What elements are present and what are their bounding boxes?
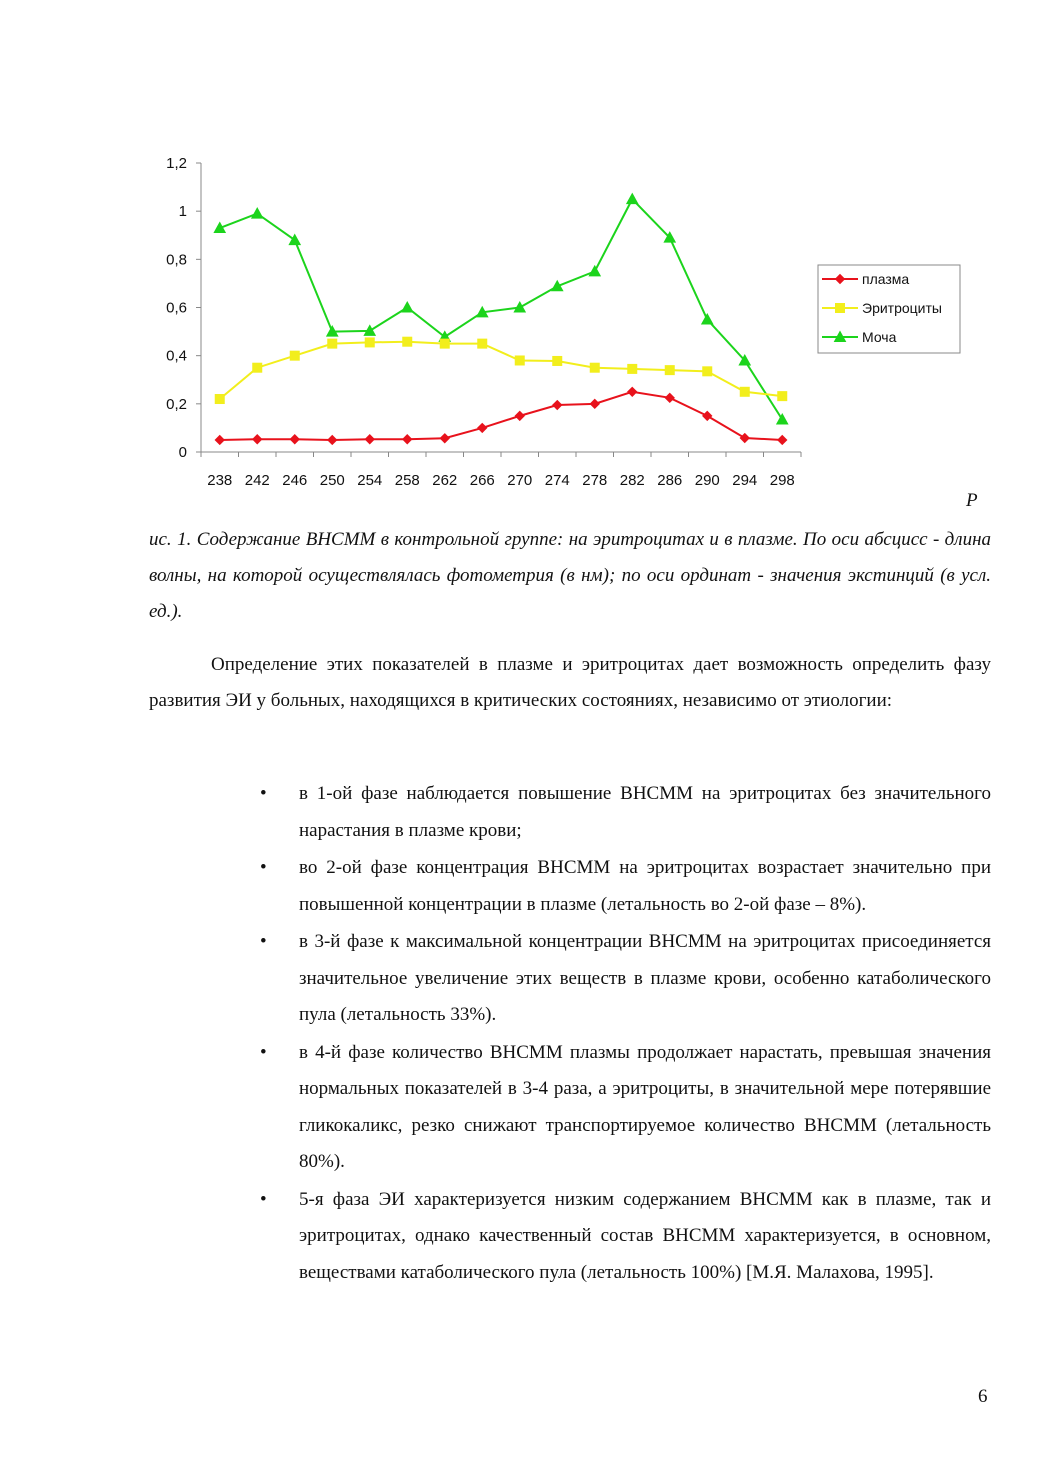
data-point (478, 339, 487, 348)
data-point (778, 435, 787, 444)
chart-series (214, 194, 788, 445)
data-point (703, 367, 712, 376)
data-point (365, 435, 374, 444)
bullet-icon: • (260, 1041, 267, 1063)
page-number: 6 (978, 1386, 988, 1407)
data-point (553, 401, 562, 410)
list-item-text: во 2-ой фазе концентрация ВНСММ на эритроцитах возрастает значительно при повышенной концентрации в плазме (летальность во 2-ой фазе – 8%). (299, 857, 991, 915)
data-point (590, 399, 599, 408)
list-item-text: в 4-й фазе количество ВНСММ плазмы продолжает нарастать, превышая значения нормальных показателей в 3-4 раза, а эритроциты, в значительной мере потерявшие гликокаликс, резко снижают транспортируемое количество ВНСММ (летальность 80%). (299, 1041, 991, 1172)
x-tick-label: 282 (619, 472, 645, 489)
list-item (260, 776, 991, 849)
x-tick-label: 266 (469, 472, 495, 489)
data-point (665, 393, 674, 402)
list-item-text: в 1-ой фазе наблюдается повышение ВНСММ на эритроцитах без значительного нарастания в плазме крови; (299, 783, 991, 841)
extinction-line-chart (150, 150, 970, 495)
legend-marker (836, 304, 845, 313)
list-item (260, 850, 991, 923)
bullet-icon: • (260, 1188, 267, 1210)
data-point (702, 314, 713, 324)
data-point (589, 266, 600, 276)
y-tick-label: 0,8 (166, 251, 187, 269)
list-item (260, 924, 991, 1034)
phase-list (260, 776, 991, 1292)
x-axis-ticks (201, 452, 801, 489)
data-point (253, 363, 262, 372)
data-point (289, 235, 300, 245)
y-tick-label: 1,2 (166, 155, 187, 172)
data-point (515, 411, 524, 420)
data-point (440, 434, 449, 443)
x-tick-label: 262 (432, 472, 458, 489)
y-tick-label: 0,6 (166, 299, 187, 317)
series-line (220, 392, 783, 440)
data-point (328, 339, 337, 348)
x-tick-label: 250 (319, 472, 345, 489)
list-item-text: в 3-й фазе к максимальной концентрации ВНСММ на эритроцитах присоединяется значительное увеличение этих веществ в плазме крови, особенно катаболического пула (летальность 33%). (299, 931, 991, 1025)
bullet-icon: • (260, 931, 267, 952)
data-point (627, 194, 638, 204)
data-point (440, 339, 449, 348)
y-axis-ticks (166, 155, 201, 461)
data-point (403, 435, 412, 444)
data-point (665, 366, 674, 375)
data-point (778, 392, 787, 401)
x-tick-label: 270 (507, 472, 533, 489)
data-point (777, 414, 788, 424)
data-point (553, 356, 562, 365)
data-point (703, 411, 712, 420)
legend-label: Моча (862, 329, 897, 345)
x-tick-label: 246 (282, 472, 308, 489)
y-tick-label: 0 (178, 444, 187, 461)
bullet-icon: • (260, 857, 267, 878)
list-item (260, 1035, 991, 1181)
body-paragraph: Определение этих показателей в плазме и эритроцитах дает возможность определить фазу развития ЭИ у больных, находящихся в критических состояниях, независимо от этиологии: (149, 654, 991, 711)
data-point (290, 351, 299, 360)
data-point (215, 435, 224, 444)
figure-caption: ис. 1. Содержание ВНСММ в контрольной группе: на эритроцитах и в плазме. По оси абсцисс - длина волны, на которой осуществлялась фотометрия (в нм); по оси ординат - значения экстинций (в усл. ед.). (149, 529, 991, 622)
list-item-text: 5-я фаза ЭИ характеризуется низким содержанием ВНСММ как в плазме, так и эритроцитах, однако качественный состав ВНСММ характеризуется, в основном, веществами катаболического пула (летальность 100%) [М.Я. Малахова, 1995]. (299, 1188, 991, 1283)
legend-label: Эритроциты (862, 300, 942, 316)
x-tick-label: 274 (544, 472, 570, 489)
bullet-icon: • (260, 783, 267, 804)
data-point (253, 435, 262, 444)
data-point (590, 363, 599, 372)
y-tick-label: 0,4 (166, 347, 187, 365)
series-line (220, 199, 783, 419)
x-tick-label: 238 (207, 472, 233, 489)
x-tick-label: 278 (582, 472, 608, 489)
x-tick-label: 258 (394, 472, 420, 489)
data-point (365, 338, 374, 347)
data-point (740, 387, 749, 396)
data-point (628, 387, 637, 396)
list-item (260, 1182, 991, 1292)
data-point (402, 302, 413, 312)
chart-axes (201, 163, 801, 452)
data-point (252, 208, 263, 218)
y-tick-label: 0,2 (166, 395, 187, 413)
x-tick-label: 294 (732, 472, 758, 489)
x-tick-label: 290 (694, 472, 720, 489)
data-point (290, 435, 299, 444)
figure-label-letter: Р (966, 490, 978, 511)
x-tick-label: 242 (244, 472, 270, 489)
x-tick-label: 298 (769, 472, 795, 489)
data-point (478, 423, 487, 432)
y-tick-label: 1 (178, 203, 187, 221)
legend-label: плазма (862, 271, 910, 287)
data-point (628, 364, 637, 373)
chart-legend (818, 265, 960, 353)
data-point (515, 356, 524, 365)
data-point (403, 337, 412, 346)
series-line (220, 342, 783, 399)
x-tick-label: 286 (657, 472, 683, 489)
data-point (740, 434, 749, 443)
x-tick-label: 254 (357, 472, 383, 489)
data-point (215, 395, 224, 404)
data-point (328, 435, 337, 444)
